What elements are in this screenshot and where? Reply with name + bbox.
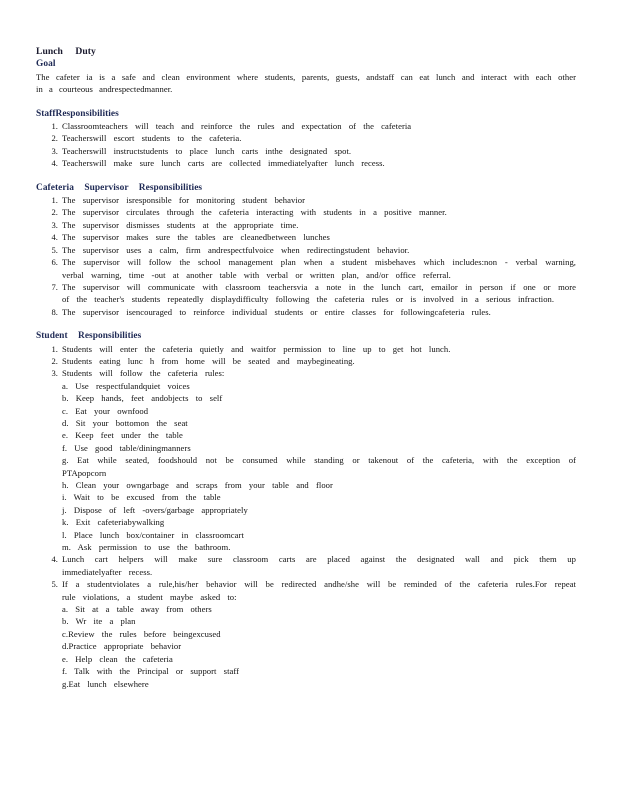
goal-text: The cafeter ia is a safe and clean environment where students, parents, guests, andstaff can eat lunch and interact with each other in a courteous andrespectedmanner.: [36, 71, 576, 95]
document-title: Lunch Duty: [36, 46, 96, 57]
staff-list: [36, 120, 576, 170]
supervisor-list: [36, 194, 576, 318]
supervisor-item: 4. The supervisor makes sure the tables are cleanedbetween lunches: [51, 232, 330, 243]
consequence-item: d.Practice appropriate behavior: [62, 641, 182, 652]
student-item: 1. Students will enter the cafeteria quietly and waitfor permission to line up to get hot lunch.: [51, 343, 451, 354]
supervisor-item: 2. The supervisor circulates through the cafeteria interacting with students in a positive manner.: [51, 207, 447, 218]
rule-item: e. Keep feet under the table: [62, 430, 183, 441]
staff-item: 3. Teacherswill instructstudents to place lunch carts inthe designated spot.: [51, 145, 352, 156]
rule-item: j. Dispose of left -overs/garbage appropriately: [62, 504, 248, 515]
supervisor-item: 8. The supervisor isencouraged to reinforce individual students or entire classes for followingcafeteria rules.: [51, 306, 491, 317]
cafeteria-rules-list: [62, 380, 576, 554]
supervisor-item: 7. The supervisor will communicate with classroom teachersvia a note in the lunch cart, emailor in person if one or more of the teacher's students repeatedly displaydifficulty following the cafeteria rules or is involved in a serious infraction.: [51, 281, 576, 305]
consequence-item: a. Sit at a table away from others: [62, 604, 212, 615]
staff-item: 1. Classroomteachers will teach and reinforce the rules and expectation of the cafeteria: [51, 121, 412, 132]
staff-item: 4. Teacherswill make sure lunch carts are collected immediatelyafter lunch recess.: [51, 158, 385, 169]
supervisor-item: 1. The supervisor isresponsible for monitoring student behavior: [51, 195, 306, 206]
student-item: 5. If a studentviolates a rule,his/her behavior will be redirected andhe/she will be reminded of the cafeteria rules.For repeat rule violations, a student maybe asked to: a. Sit at a table away from others b. Wr ite a plan c.Review the rules before beingexcused d.Practice appropriate behavior e. Help clean the cafeteria f. Talk with the Principal or support staff g.Eat lunch elsewhere: [51, 579, 576, 689]
document-page: [36, 46, 576, 690]
student-item: 4. Lunch cart helpers will make sure classroom carts are placed against the designated wall and pick them up immediatelyafter recess.: [51, 554, 576, 577]
rule-item: f. Use good table/diningmanners: [62, 442, 191, 453]
consequences-list: [62, 603, 576, 690]
supervisor-heading: Cafeteria Supervisor Responsibilities: [36, 182, 203, 193]
consequence-item: e. Help clean the cafeteria: [62, 653, 173, 664]
staff-heading: StaffResponsibilities: [36, 108, 119, 119]
rule-item: g. Eat while seated, foodshould not be consumed while standing or takenout of the cafeteria, with the exception of PTApopcorn: [62, 455, 576, 478]
supervisor-item: 3. The supervisor dismisses students at the appropriate time.: [51, 219, 299, 230]
student-item: 2. Students eating lunc h from home will be seated and maybegineating.: [51, 355, 355, 366]
rule-item: a. Use respectfulandquiet voices: [62, 380, 190, 391]
supervisor-item: 5. The supervisor uses a calm, firm andrespectfulvoice when redirectingstudent behavior.: [51, 244, 410, 255]
student-list: [36, 343, 576, 690]
rule-item: c. Eat your ownfood: [62, 405, 149, 416]
rule-item: m. Ask permission to use the bathroom.: [62, 542, 231, 553]
student-item: 3. Students will follow the cafeteria rules: a. Use respectfulandquiet voices b. Keep hands, feet andobjects to self c. Eat your ownfood d. Sit your bottomon the seat e. Keep feet under the table f. Use good table/diningmanners g. Eat while seated, foodshould not be consumed while standing or takenout of the cafeteria, with the exception of PTApopcorn h. Clean your owngarbage and scraps from your table and floor i. Wait to be excused from the table j. Dispose of left -overs/garbage appropriately k. Exit cafeteriabywalking l. Place lunch box/container in classroomcart m. Ask permission to use the bathroom.: [51, 368, 576, 553]
rule-item: b. Keep hands, feet andobjects to self: [62, 393, 223, 404]
rule-item: h. Clean your owngarbage and scraps from your table and floor: [62, 480, 333, 490]
consequence-item: c.Review the rules before beingexcused: [62, 628, 221, 639]
rule-item: d. Sit your bottomon the seat: [62, 417, 188, 428]
staff-item: 2. Teacherswill escort students to the cafeteria.: [51, 133, 242, 144]
rule-item: i. Wait to be excused from the table: [62, 492, 221, 503]
goal-heading: Goal: [36, 59, 56, 70]
consequence-item: f. Talk with the Principal or support staff: [62, 666, 240, 677]
rule-item: k. Exit cafeteriabywalking: [62, 517, 165, 528]
supervisor-item: 6. The supervisor will follow the school management plan when a student misbehaves which includes:non - verbal warning, verbal warning, time -out at another table with verbal or written plan, and/or office referral.: [51, 257, 576, 280]
consequence-item: g.Eat lunch elsewhere: [62, 678, 149, 689]
consequence-item: b. Wr ite a plan: [62, 616, 136, 627]
rule-item: l. Place lunch box/container in classroomcart: [62, 529, 244, 540]
student-heading: Student Responsibilities: [36, 331, 142, 342]
